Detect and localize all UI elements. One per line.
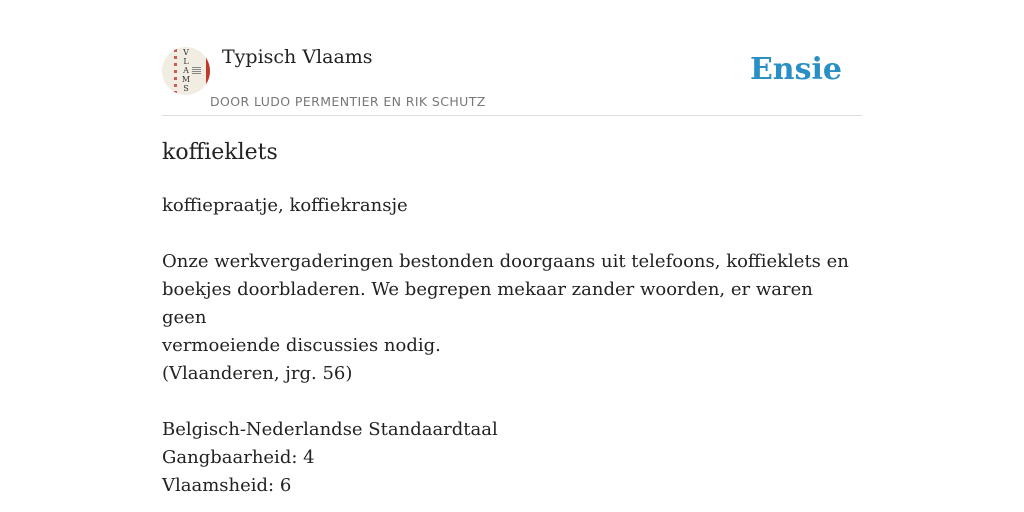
language-label: Belgisch-Nederlandse Standaardtaal — [162, 419, 498, 440]
example-line: boekjes doorbladeren. We begrepen mekaar zander woorden, er waren geen — [162, 279, 813, 328]
cover-fine-print — [192, 67, 201, 75]
example-line: vermoeiende discussies nodig. — [162, 335, 441, 356]
blog-header — [162, 40, 862, 116]
ensie-logo-link[interactable]: Ensie — [749, 52, 842, 87]
example-line: Onze werkvergaderingen bestonden doorgaans uit telefoons, koffieklets en — [162, 251, 849, 272]
example-source: (Vlaanderen, jrg. 56) — [162, 363, 353, 384]
spacer — [162, 388, 852, 416]
cover-lettering: V L A M S — [181, 48, 191, 93]
vlaamsheid-score: Vlaamsheid: 6 — [162, 475, 292, 496]
cover-red-edge — [206, 57, 210, 85]
book-cover-avatar[interactable] — [162, 47, 210, 95]
blog-title-link[interactable]: Typisch Vlaams — [222, 46, 373, 68]
spacer — [162, 220, 852, 248]
entry-body — [162, 192, 852, 500]
entry-title: koffieklets — [162, 140, 278, 165]
cover-ornament — [174, 49, 177, 93]
author-byline: DOOR LUDO PERMENTIER EN RIK SCHUTZ — [210, 94, 486, 109]
entry-synonyms: koffiepraatje, koffiekransje — [162, 195, 408, 216]
gangbaarheid-score: Gangbaarheid: 4 — [162, 447, 315, 468]
